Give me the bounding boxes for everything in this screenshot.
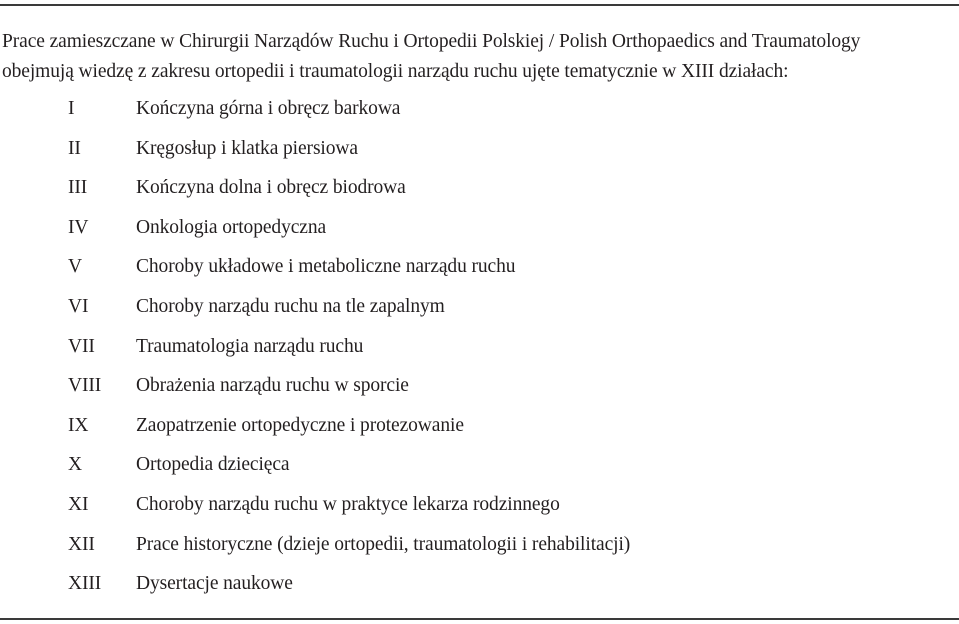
section-number: VI: [68, 295, 89, 317]
section-item: [0, 168, 959, 208]
top-rule: [0, 4, 959, 6]
intro-line-1: Prace zamieszczane w Chirurgii Narządów Ruchu i Ortopedii Polskiej / Polish Orthopaedics and Traumatology: [2, 31, 861, 52]
section-title: Obrażenia narządu ruchu w sporcie: [136, 375, 409, 397]
section-item: [0, 445, 959, 485]
section-number: IX: [68, 414, 89, 436]
section-number: IV: [68, 216, 89, 238]
section-number: V: [68, 256, 82, 278]
section-title: Choroby układowe i metaboliczne narządu ruchu: [136, 256, 516, 278]
section-number: X: [68, 454, 82, 476]
section-title: Ortopedia dziecięca: [136, 454, 290, 476]
intro-line-2: obejmują wiedzę z zakresu ortopedii i traumatologii narządu ruchu ujęte tematycznie w XIII działach:: [2, 61, 789, 82]
section-number: XIII: [68, 573, 102, 595]
section-title: Kończyna dolna i obręcz biodrowa: [136, 177, 406, 199]
section-list: [0, 89, 959, 604]
section-item: [0, 247, 959, 287]
section-title: Onkologia ortopedyczna: [136, 216, 327, 238]
section-number: I: [68, 98, 75, 119]
section-item: [0, 208, 959, 248]
section-item: [0, 485, 959, 525]
section-item: [0, 406, 959, 446]
section-title: Kręgosłup i klatka piersiowa: [136, 137, 358, 159]
section-title: Choroby narządu ruchu na tle zapalnym: [136, 295, 445, 317]
section-title: Choroby narządu ruchu w praktyce lekarza rodzinnego: [136, 493, 560, 515]
section-number: XII: [68, 533, 95, 555]
section-title: Dysertacje naukowe: [136, 573, 293, 595]
section-number: VII: [68, 335, 95, 357]
section-title: Zaopatrzenie ortopedyczne i protezowanie: [136, 414, 464, 436]
section-number: II: [68, 137, 81, 159]
section-item: [0, 564, 959, 604]
section-item: [0, 287, 959, 327]
intro-paragraph: [2, 27, 952, 87]
bottom-rule: [0, 618, 959, 620]
section-title: Prace historyczne (dzieje ortopedii, traumatologii i rehabilitacji): [136, 533, 631, 555]
section-item: [0, 327, 959, 367]
section-number: III: [68, 177, 88, 199]
section-number: VIII: [68, 375, 102, 397]
section-item: [0, 366, 959, 406]
section-title: Traumatologia narządu ruchu: [136, 335, 364, 357]
section-item: [0, 525, 959, 565]
section-item: [0, 89, 959, 129]
section-title: Kończyna górna i obręcz barkowa: [136, 98, 401, 119]
section-number: XI: [68, 493, 89, 515]
section-item: [0, 129, 959, 169]
